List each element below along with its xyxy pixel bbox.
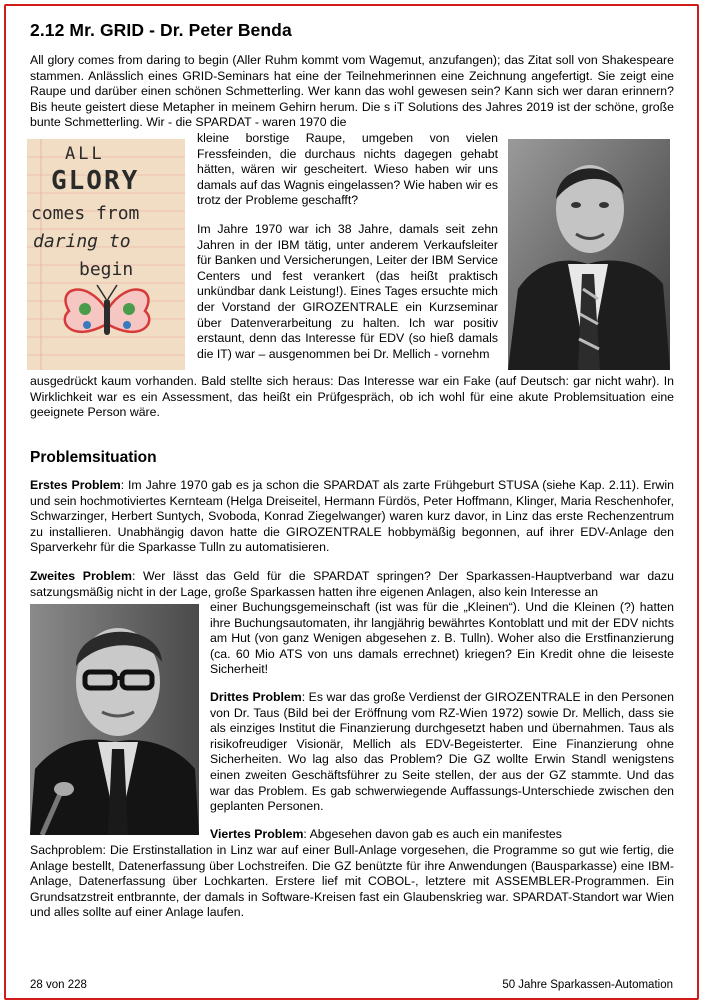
section-heading: Problemsituation xyxy=(30,449,157,466)
problem-4-label: Viertes Problem xyxy=(210,827,304,841)
problem-2-text: : Wer lässt das Geld für die SPARDAT springen? Der Sparkassen-Hauptverband war dazu satzungsmäßig nicht in der Lage, große Sparkassen hatten ihre eigenen Anlagen, also kein Interesse an xyxy=(30,569,674,599)
portrait-photo-taus xyxy=(30,604,199,835)
problem-3-paragraph xyxy=(210,690,674,815)
drawing-text-2: GLORY xyxy=(51,166,140,196)
problem-3-label: Drittes Problem xyxy=(210,690,302,704)
problem-1-label: Erstes Problem xyxy=(30,478,121,492)
problem-2-paragraph xyxy=(30,569,674,600)
glory-drawing-image xyxy=(27,139,185,370)
drawing-text-5: begin xyxy=(79,259,134,280)
problem-1-paragraph xyxy=(30,478,674,556)
problem-2-column-text xyxy=(210,600,674,678)
problem-2-col-paragraph: einer Buchungsgemeinschaft (ist was für die „Kleinen“). Und die Kleinen (?) hatten ihre Buchungsautomaten, ihr langjährig bewährtes Kontoblatt und mit der EDV nichts am Hut (von ganz Wenigen abgesehen z. B. Tulln). Woher also die Erstfinanzierung (ca. 60 Mio ATS von uns damals errechnet) kriegen? Ein Kredit ohne die leiseste Sicherheit! xyxy=(210,600,674,677)
portrait-photo-benda xyxy=(508,139,670,370)
intro-col-paragraph: kleine borstige Raupe, umgeben von vielen Fressfeinden, die durchaus nichts dagegen gehabt hätten, wären wir gescheitert. Wieso haben wir uns damals auf das Wagnis eingelassen? Wie haben wir es trotz der Probleme geschafft? xyxy=(197,131,498,208)
problem-4-paragraph xyxy=(30,843,674,921)
problem-4-col-text: : Abgesehen davon gab es auch ein manifestes xyxy=(303,827,562,841)
problem-4-column xyxy=(210,827,674,843)
drawing-text-3: comes from xyxy=(31,203,140,224)
intro-column-text xyxy=(197,131,498,209)
drawing-text-4: daring to xyxy=(33,231,131,252)
intro-paragraph xyxy=(30,53,674,131)
problem-2-label: Zweites Problem xyxy=(30,569,132,583)
intro-text: All glory comes from daring to begin (Aller Ruhm kommt vom Wagemut, anzufangen); das Zitat soll von Shakespeare stammen. Anlässlich eines GRID-Seminars hat eine der Teilnehmerinnen eine Zeichnung angefertigt. Sie zeigt eine Raupe und darüber einen schönen Schmetterling. Wer kann das wohl gewesen sein? Kann sich wer daran erinnern? Bis heute geistert diese Metapher in meinem Gehirn herum. Die s iT Solutions des Jahres 2019 ist der schöne, große bunte Schmetterling. Wir - die SPARDAT - waren 1970 die xyxy=(30,53,674,130)
problem-3-text: : Es war das große Verdienst der GIROZENTRALE in den Personen von Dr. Taus (Bild bei der Eröffnung vom RZ-Wien 1972) sowie Dr. Mellich, dass sie als einziges Institut die Finanzierung durchgesetzt haben und übernahmen. Taus als risikofreudiger Visionär, Mellich als EDV-Begeisterter. Eine Finanzierung ohne Sicherheiten. Wo lag also das Problem? Die GZ wollte Erwin Standl wenigstens einen zweiten Geschäftsführer zu Seite stellen, der aus der GZ stammte. Und das war das Problem. Es gab schwerwiegende Auffassungs-Unterschiede zwischen den geplanten Personen. xyxy=(210,690,674,814)
book-title-footer: 50 Jahre Sparkassen-Automation xyxy=(502,979,673,991)
assessment-paragraph xyxy=(30,374,674,421)
problem-1-text: : Im Jahre 1970 gab es ja schon die SPARDAT als zarte Frühgeburt STUSA (siehe Kap. 2.11). Erwin und sein hochmotiviertes Kernteam (Helga Dreiseitel, Hermann Fürdös, Peter Hoffmann, Klinger, Maria Reschenhofer, Schwarzinger, Herbert Suntych, Svoboda, Konrad Ziegelwanger) waren kurz davor, in Linz das erste Rechenzentrum zu installieren. Unabhängig davon hatte die GIROZENTRALE hobbymäßig begonnen, auf ihrer EDV-Anlage den Sparverkehr für die Sparkasse Tulln zu automatisieren. xyxy=(30,478,675,555)
p2-full-paragraph: ausgedrückt kaum vorhanden. Bald stellte sich heraus: Das Interesse war ein Fake (auf Deutsch: gar nicht wahr). In Wirklichkeit war es ein Assessment, das heißt ein Prüfgespräch, ob ich wohl für eine akute Problemsituation eine geeignete Person wäre. xyxy=(30,374,674,420)
drawing-text-1: ALL xyxy=(65,144,105,164)
benda-column-text xyxy=(197,222,498,362)
page-title: 2.12 Mr. GRID - Dr. Peter Benda xyxy=(30,20,292,40)
page-number: 28 von 228 xyxy=(30,979,87,991)
p2-col-paragraph: Im Jahre 1970 war ich 38 Jahre, damals seit zehn Jahren in der IBM tätig, unter anderem Verkaufsleiter für Banken und Versicherungen, Leiter der IBM Service Centers und fest verankert (das heißt praktisch unkündbar dank Leistung!). Eines Tages ersuchte mich der Vorstand der GIROZENTRALE ein Kurzseminar über Datenverarbeitung zu halten. Ich war positiv erstaunt, denn das Interesse für EDV (so hieß damals die IT) war – ausgenommen bei Dr. Mellich - vornehm xyxy=(197,222,498,361)
problem-4-full-text: Sachproblem: Die Erstinstallation in Linz war auf einer Bull-Anlage vorgesehen, die Programme so gut wie fertig, die Anlage bestellt, Datenerfassung über Lochstreifen. Die GZ benützte für ihre Anwendungen (Bausparkasse) eine IBM-Anlage, Datenerfassung über Lochkarten. Erstere lief mit COBOL-, letztere mit ASSEMBLER-Programmen. Ein Grundsatzstreit entbrannte, der damals in Software-Kreisen fast ein Glaubenskrieg war. SPARDAT-Standort war Wien und alles sollte auf einer Anlage laufen. xyxy=(30,843,674,920)
